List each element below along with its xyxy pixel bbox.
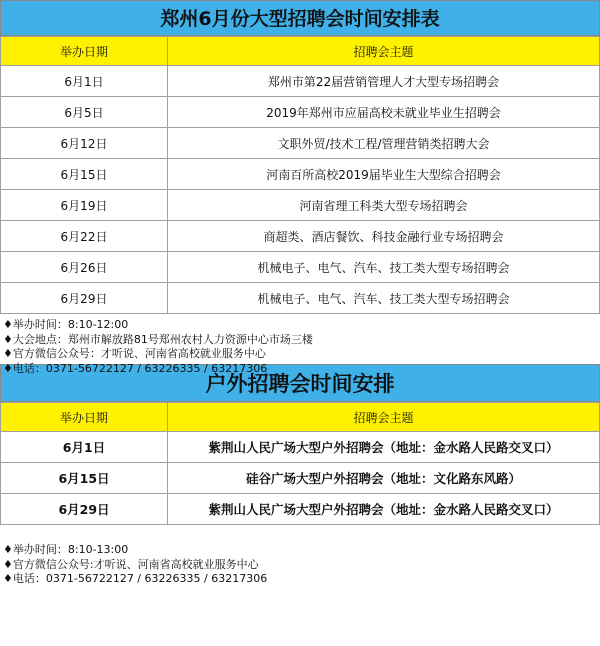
table-row [1, 463, 600, 494]
table-row [1, 66, 600, 97]
theme-column-header: 招聘会主题 [168, 403, 600, 432]
theme-cell: 紫荆山人民广场大型户外招聘会（地址：金水路人民路交叉口） [168, 494, 600, 525]
section2-header-row [1, 403, 600, 432]
date-cell: 6月29日 [1, 494, 168, 525]
theme-cell: 硅谷广场大型户外招聘会（地址：文化路东风路） [168, 463, 600, 494]
date-cell: 6月22日 [1, 221, 168, 252]
table-row [1, 252, 600, 283]
theme-cell: 河南百所高校2019届毕业生大型综合招聘会 [168, 159, 600, 190]
table-row [1, 97, 600, 128]
table-row [1, 159, 600, 190]
section1-title: 郑州6月份大型招聘会时间安排表 [0, 0, 600, 36]
date-cell: 6月26日 [1, 252, 168, 283]
date-cell: 6月15日 [1, 159, 168, 190]
theme-cell: 2019年郑州市应届高校未就业毕业生招聘会 [168, 97, 600, 128]
theme-cell: 紫荆山人民广场大型户外招聘会（地址：金水路人民路交叉口） [168, 432, 600, 463]
date-cell: 6月5日 [1, 97, 168, 128]
date-column-header: 举办日期 [1, 37, 168, 66]
table-row [1, 432, 600, 463]
date-cell: 6月19日 [1, 190, 168, 221]
date-column-header: 举办日期 [1, 403, 168, 432]
theme-cell: 文职外贸/技术工程/管理营销类招聘大会 [168, 128, 600, 159]
date-cell: 6月12日 [1, 128, 168, 159]
table-row [1, 190, 600, 221]
date-cell: 6月29日 [1, 283, 168, 314]
time-note: ♦举办时间：8:10-13:00 [3, 543, 129, 556]
date-cell: 6月1日 [1, 66, 168, 97]
wechat-note: ♦官方微信公众号：才听说、河南省高校就业服务中心 [3, 347, 266, 360]
wechat-note: ♦官方微信公众号:才听说、河南省高校就业服务中心 [3, 557, 259, 571]
section1-notes [0, 314, 600, 375]
theme-cell: 商超类、酒店餐饮、科技金融行业专场招聘会 [168, 221, 600, 252]
phone-note: ♦电话：0371-56722127 / 63226335 / 63217306 [3, 361, 268, 375]
theme-cell: 河南省理工科类大型专场招聘会 [168, 190, 600, 221]
section2-title: 户外招聘会时间安排 [0, 364, 600, 402]
section2-table [0, 402, 600, 525]
date-cell: 6月1日 [1, 432, 168, 463]
venue-note: ♦大会地点：郑州市解放路81号郑州农村人力资源中心市场三楼 [3, 332, 313, 346]
time-note: ♦举办时间：8:10-12:00 [3, 318, 129, 331]
phone-note: ♦电话：0371-56722127 / 63226335 / 63217306 [3, 572, 268, 585]
section2-notes [0, 525, 600, 587]
theme-column-header: 招聘会主题 [168, 37, 600, 66]
theme-cell: 郑州市第22届营销管理人才大型专场招聘会 [168, 66, 600, 97]
theme-cell: 机械电子、电气、汽车、技工类大型专场招聘会 [168, 252, 600, 283]
table-row [1, 283, 600, 314]
section1-header-row [1, 37, 600, 66]
theme-cell: 机械电子、电气、汽车、技工类大型专场招聘会 [168, 283, 600, 314]
table-row [1, 494, 600, 525]
section1-table [0, 36, 600, 314]
table-row [1, 128, 600, 159]
table-row [1, 221, 600, 252]
date-cell: 6月15日 [1, 463, 168, 494]
